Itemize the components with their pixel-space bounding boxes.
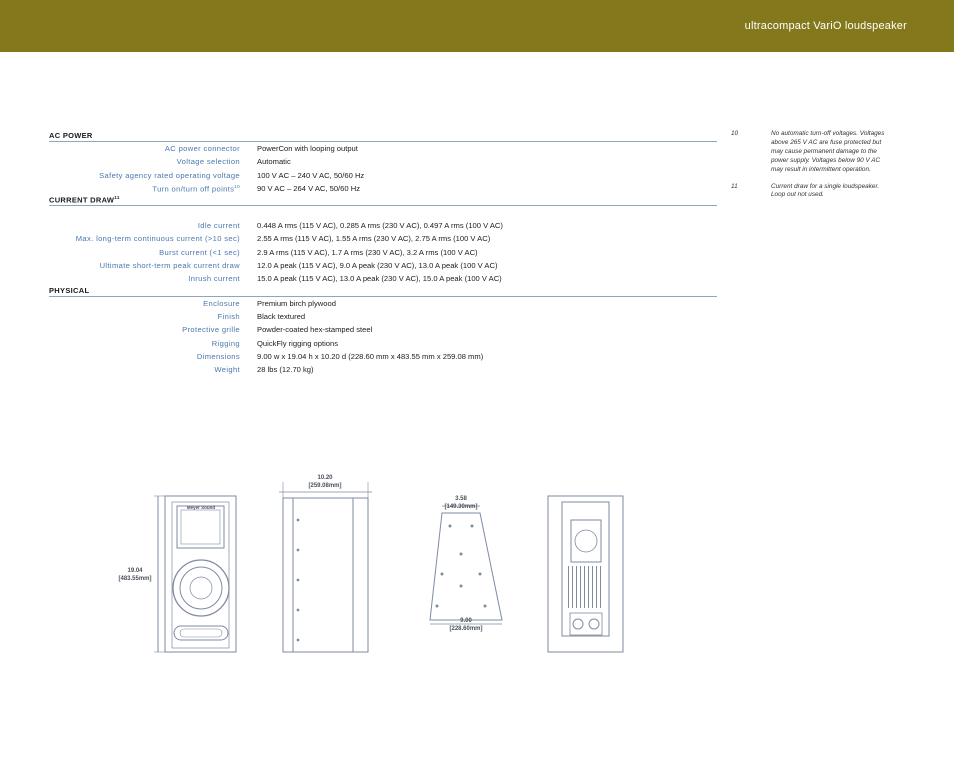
header-bar [0,0,954,52]
rear-view-heatsink-fins [568,566,601,608]
footnote: 11 Current draw for a single loudspeaker. Loop out not used. [731,182,880,199]
spec-label: Safety agency rated operating voltage [99,170,240,180]
side-view-drawing [279,482,372,652]
spec-label: Voltage selection [176,157,240,167]
spec-label: AC power connector [164,144,240,153]
spec-row [49,272,717,285]
front-logo: Meyer Sound [186,505,216,510]
spec-label: Protective grille [182,325,240,335]
front-height-mm: [483.55mm] [118,576,152,582]
spec-value: 90 V AC – 264 V AC, 50/60 Hz [257,183,361,193]
spec-label: Dimensions [196,351,240,361]
spec-value: 100 V AC – 240 V AC, 50/60 Hz [257,170,365,180]
spec-value: 0.448 A rms (115 V AC), 0.285 A rms (230 V AC), 0.497 A rms (100 V AC) [257,221,503,231]
spec-row [49,363,717,376]
side-view-screws [297,519,300,642]
spec-row [49,246,717,259]
spec-value: 28 lbs (12.70 kg) [257,365,314,375]
spec-value: Premium birch plywood [257,298,336,308]
spec-row [49,337,717,350]
spec-row [49,232,717,245]
front-height-in: 19.04 [127,568,143,574]
footnote-ref: 11 [114,195,120,201]
spec-label: Burst current (<1 sec) [159,247,240,257]
spec-row [49,142,717,155]
section-title-ac-power: AC POWER [49,131,717,142]
spec-label: Enclosure [203,298,240,308]
spec-value: QuickFly rigging options [257,338,339,348]
spec-row [49,323,717,336]
top-view-rigging-points [436,525,487,608]
side-depth-in: 10.20 [317,475,333,481]
spec-value: 2.55 A rms (115 V AC), 1.55 A rms (230 V AC), 2.75 A rms (100 V AC) [257,234,491,244]
front-view-drawing [154,496,236,652]
spec-value: Black textured [257,311,306,321]
section-title-current-draw: CURRENT DRAW$^{11}$ [49,195,717,206]
spec-row [49,219,717,232]
spec-row [49,259,717,272]
spec-value: 9.00 w x 19.04 h x 10.20 d (228.60 mm x 483.55 mm x 259.08 mm) [257,351,484,361]
spec-row [49,310,717,323]
spec-value: 15.0 A peak (115 V AC), 13.0 A peak (230 V AC), 15.0 A peak (100 V AC) [257,274,502,284]
side-depth-mm: [259.08mm] [308,483,342,489]
rear-view-drawing [548,496,623,652]
top-width-in: 3.58 [455,496,467,502]
spec-value: PowerCon with looping output [257,144,358,153]
spec-table [49,131,717,376]
technical-drawings [110,470,630,660]
spec-row [49,297,717,310]
spec-row [49,350,717,363]
spec-row [49,169,717,182]
section-title-physical: PHYSICAL [49,286,717,297]
footnotes [731,130,916,208]
footnote-ref: 10 [234,183,240,189]
spec-value: 12.0 A peak (115 V AC), 9.0 A peak (230 V AC), 13.0 A peak (100 V AC) [257,261,498,271]
header-title: ultracompact VariO loudspeaker [744,20,907,32]
spec-row [49,182,717,195]
spec-label: Max. long-term continuous current (>10 sec) [75,234,240,244]
spec-value: Automatic [257,157,291,167]
bottom-width-mm: [228.60mm] [449,626,483,632]
spec-label: Turn on/turn off points$^{10}$ [152,183,240,194]
spec-label: Rigging [211,338,240,348]
footnote-number: 10 [731,130,739,137]
spec-value: Powder-coated hex-stamped steel [257,325,373,335]
spec-label: Ultimate short-term peak current draw [99,261,240,271]
spec-label: Finish [217,311,240,321]
top-view-drawing [430,506,502,624]
spec-label: Idle current [197,221,240,231]
spec-label: Inrush current [188,274,240,284]
bottom-width-in: 9.00 [460,618,472,624]
footnote: 10 No automatic turn-off voltages. Voltages above 265 V AC are fuse protected but may cause permanent damage to the power supply. Voltages below 90 V AC may result in intermittent operation. [731,130,885,173]
spec-row [49,155,717,168]
footnote-number: 11 [731,182,738,190]
spec-value: 2.9 A rms (115 V AC), 1.7 A rms (230 V AC), 3.2 A rms (100 V AC) [257,247,478,257]
top-width-mm: [149.30mm] [444,504,478,510]
spec-label: Weight [214,365,240,375]
